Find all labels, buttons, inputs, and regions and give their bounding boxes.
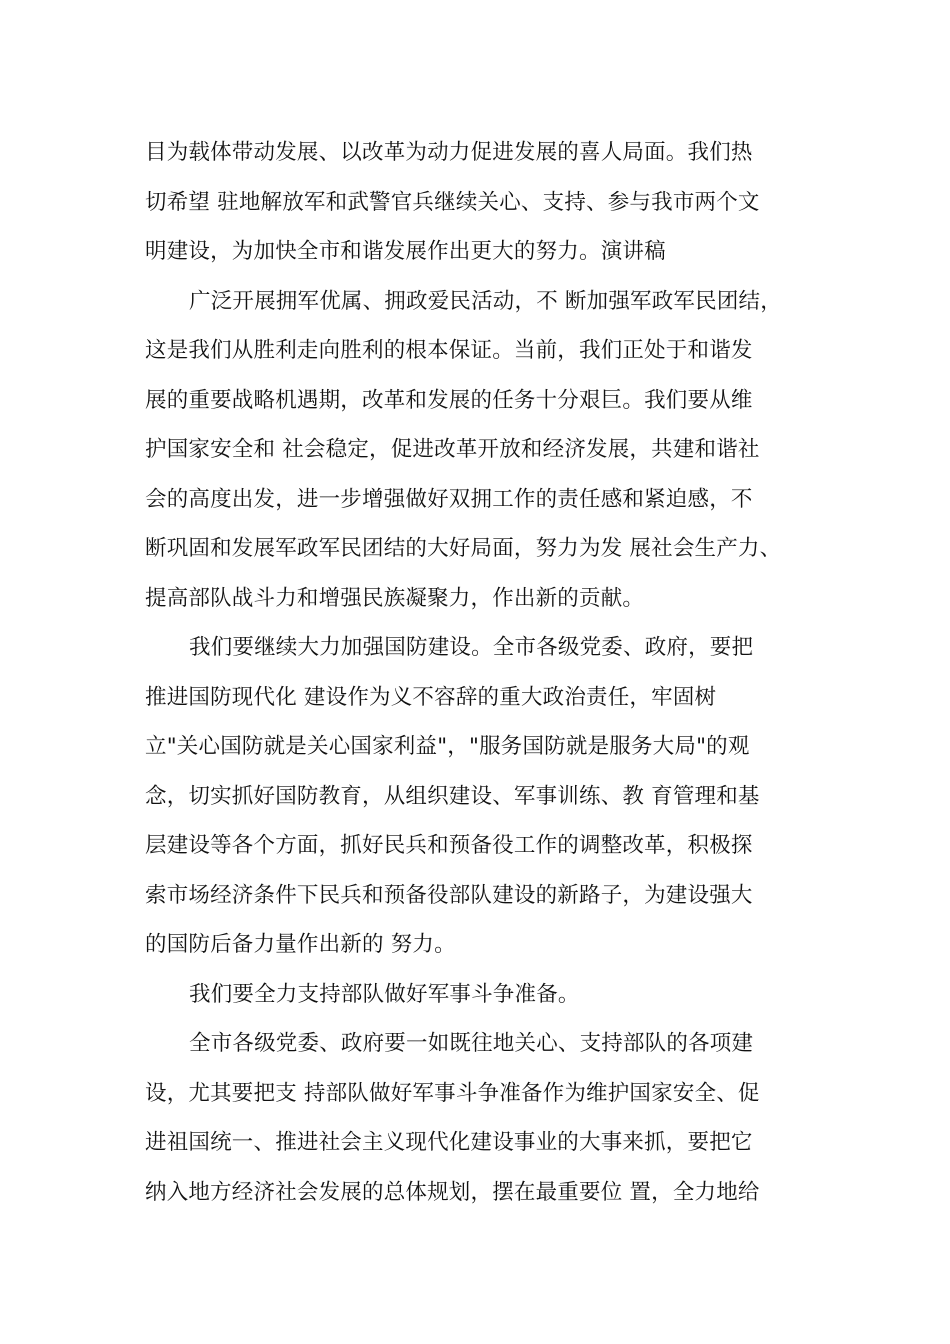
- text-line: 广泛开展拥军优属、拥政爱民活动，不 断加强军政军民团结，: [189, 288, 782, 314]
- text-line: 设，尤其要把支 持部队做好军事斗争准备作为维护国家安全、促: [145, 1080, 760, 1106]
- text-line: 切希望 驻地解放军和武警官兵继续关心、支持、参与我市两个文: [145, 189, 760, 215]
- text-line: 目为载体带动发展、以改革为动力促进发展的喜人局面。我们热: [145, 140, 753, 165]
- text-line: 这是我们从胜利走向胜利的根本保证。当前，我们正处于和谐发: [145, 338, 753, 363]
- text-line: 全市各级党委、政府要一如既往地关心、支持部队的各项建: [189, 1031, 754, 1056]
- text-line: 展的重要战略机遇期，改革和发展的任务十分艰巨。我们要从维: [145, 387, 753, 413]
- text-line: 我们要继续大力加强国防建设。全市各级党委、政府，要把: [189, 635, 754, 660]
- text-line: 明建设，为加快全市和谐发展作出更大的努力。演讲稿: [145, 239, 666, 264]
- text-line: 的国防后备力量作出新的 努力。: [145, 932, 456, 957]
- document-body: [145, 128, 805, 1217]
- text-line: 念，切实抓好国防教育，从组织建设、军事训练、教 育管理和基: [145, 783, 760, 809]
- text-line: 会的高度出发，进一步增强做好双拥工作的责任感和紧迫感，不: [145, 486, 753, 512]
- text-line: 提高部队战斗力和增强民族凝聚力，作出新的贡献。: [145, 585, 645, 611]
- text-line: 索市场经济条件下民兵和预备役部队建设的新路子，为建设强大: [145, 882, 753, 908]
- text-line: 护国家安全和 社会稳定，促进改革开放和经济发展，共建和谐社: [145, 437, 760, 462]
- text-line: 进祖国统一、推进社会主义现代化建设事业的大事来抓，要把它: [145, 1130, 753, 1155]
- text-line: 纳入地方经济社会发展的总体规划，摆在最重要位 置，全力地给: [145, 1179, 760, 1205]
- text-line: 我们要全力支持部队做好军事斗争准备。: [189, 981, 580, 1007]
- text-line: 推进国防现代化 建设作为义不容辞的重大政治责任，牢固树: [145, 684, 717, 710]
- text-line: 断巩固和发展军政军民团结的大好局面，努力为发 展社会生产力、: [145, 536, 782, 561]
- text-line: 层建设等各个方面，抓好民兵和预备役工作的调整改革，积极探: [145, 833, 753, 858]
- text-line: 立"关心国防就是关心国家利益"，"服务国防就是服务大局"的观: [145, 734, 750, 759]
